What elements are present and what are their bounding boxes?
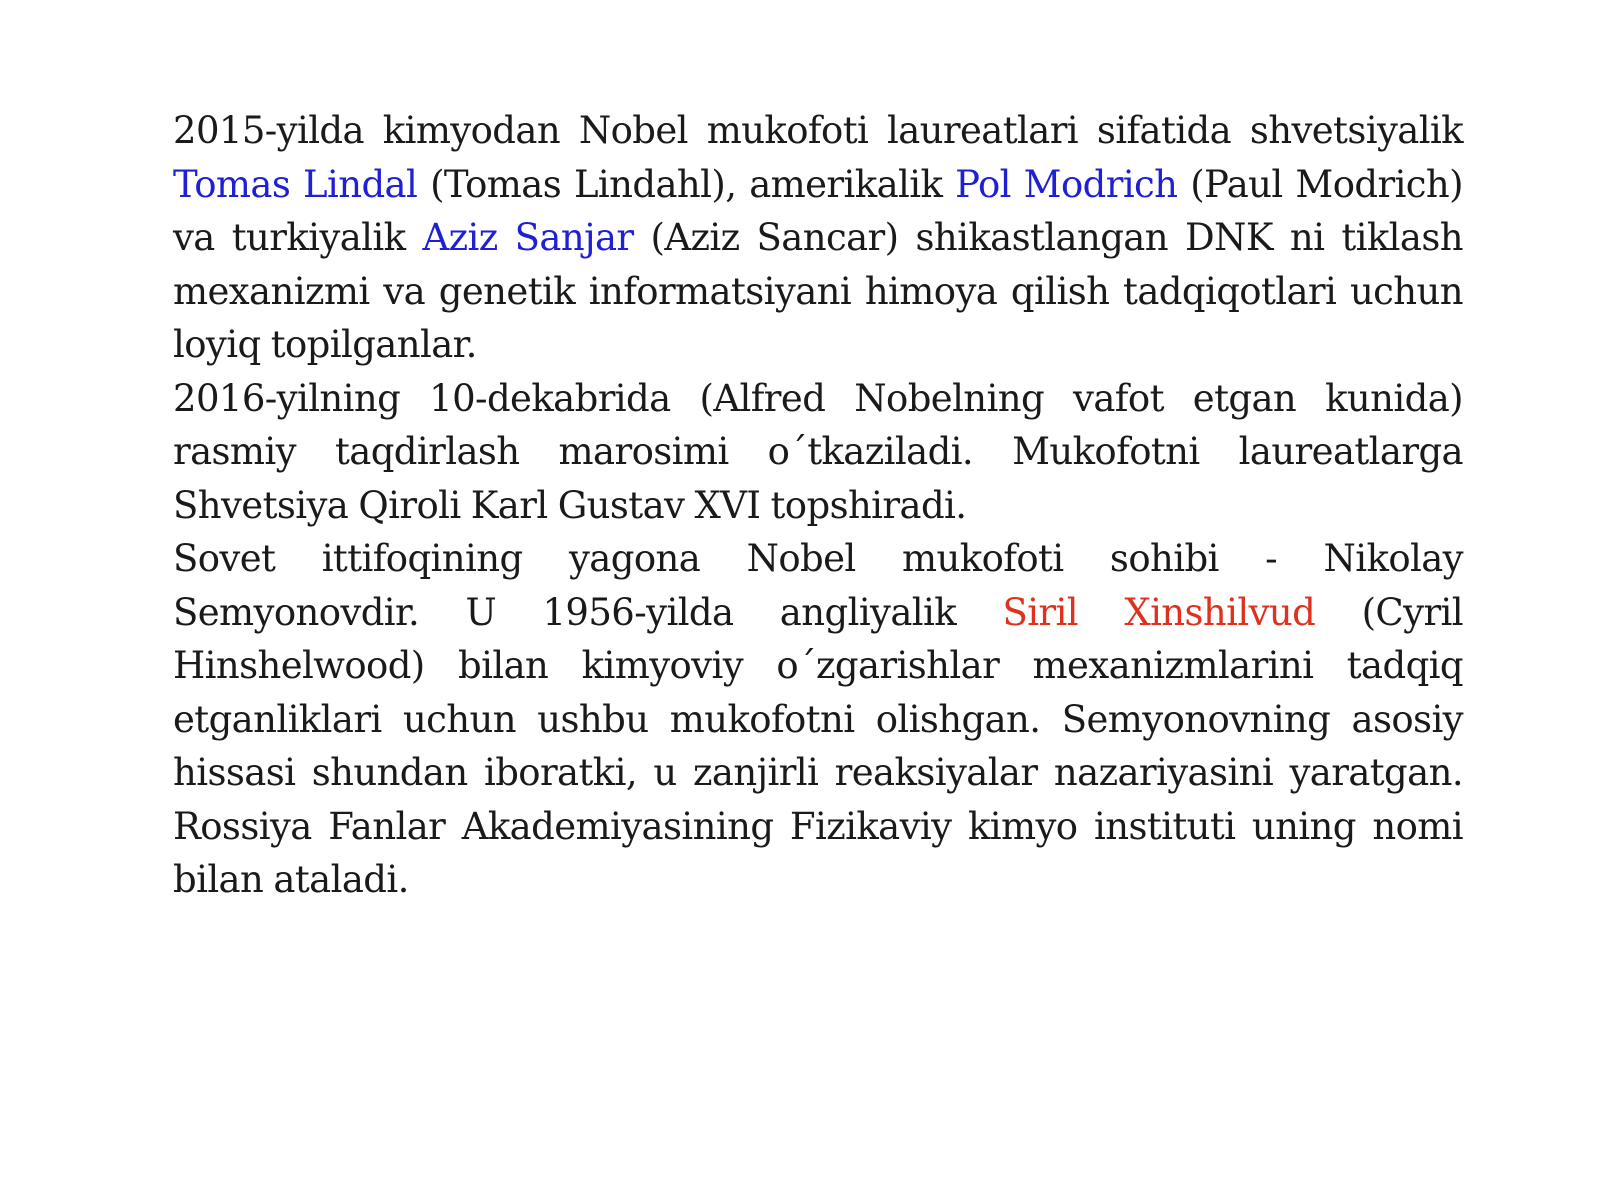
paragraph-1-text-1: 2015-yilda kimyodan Nobel mukofoti laureatlari sifatida shvetsiyalik: [173, 109, 1463, 152]
name-siril-xinshilvud: Siril Xinshilvud: [1002, 590, 1316, 634]
paragraph-nobel-2015: [173, 104, 1463, 372]
paragraph-2-text: 2016-yilning 10-dekabrida (Alfred Nobelning vafot etgan kunida) rasmiy taqdirlash marosimi o´tkaziladi. Mukofotni laureatlarga Shvetsiya Qiroli Karl Gustav XVI topshiradi.: [173, 376, 1463, 527]
paragraph-ceremony-2016: [173, 372, 1463, 533]
name-pol-modrich: Pol Modrich: [955, 162, 1178, 206]
paragraph-1-text-4: (Aziz Sancar) shikastlangan DNK ni tiklash mexanizmi va genetik informatsiyani himoya qilish tadqiqotlari uchun loyiq topilganlar.: [173, 216, 1463, 366]
paragraph-3-text-1: Sovet ittifoqining yagona Nobel mukofoti sohibi - Nikolay Semyonovdir. U 1956-yilda angliyalik: [173, 537, 1463, 634]
name-tomas-lindal: Tomas Lindal: [173, 162, 418, 206]
paragraph-1-text-2: (Tomas Lindahl), amerikalik: [417, 162, 956, 206]
name-aziz-sanjar: Aziz Sanjar: [422, 216, 634, 259]
paragraph-3-text-2: (Cyril Hinshelwood) bilan kimyoviy o´zgarishlar mexanizmlarini tadqiq etganliklari uchun ushbu mukofotni olishgan. Semyonovning asosiy hissasi shundan iboratki, u zanjirli reaksiyalar nazariyasini yaratgan. Rossiya Fanlar Akademiyasining Fizikaviy kimyo instituti uning nomi bilan ataladi.: [173, 590, 1463, 901]
text-body: [173, 104, 1463, 907]
paragraph-semyonov: [173, 532, 1463, 907]
paragraph-1-text-3: (Paul Modrich) va turkiyalik: [173, 162, 1463, 259]
